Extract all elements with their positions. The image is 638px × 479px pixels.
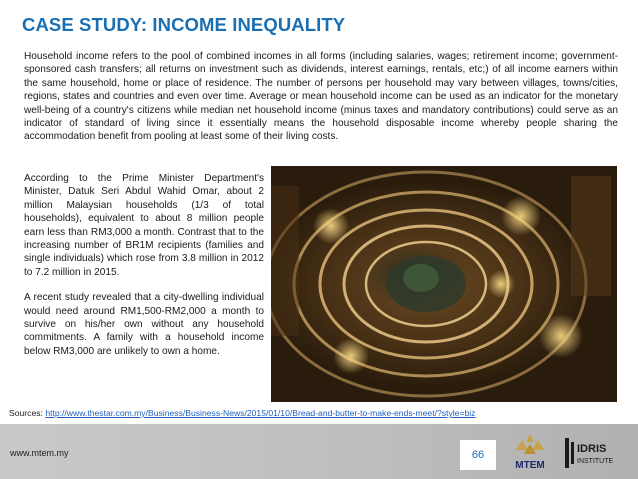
left-column <box>24 172 264 358</box>
idris-logo <box>563 434 627 472</box>
paragraph-study: A recent study revealed that a city-dwelling individual would need around RM1,500-RM2,000 a month to survive on his/her own without any household commitments. A family with a household income below RM3,000 are unlikely to own a home. <box>24 292 264 357</box>
sources-label: Sources: <box>9 408 43 418</box>
idris-logo-subtext: INSTITUTE <box>577 458 614 465</box>
mall-atrium-illustration <box>271 166 617 402</box>
idris-logo-mark <box>563 434 627 472</box>
mall-atrium-photo <box>271 166 617 402</box>
mtem-logo-mark <box>504 432 556 474</box>
footer-url[interactable]: www.mtem.my <box>10 448 69 458</box>
sources-line <box>9 408 629 418</box>
mtem-logo-text: MTEM <box>515 460 545 471</box>
slide-title: CASE STUDY: INCOME INEQUALITY <box>22 14 346 35</box>
mtem-logo <box>504 432 556 474</box>
paragraph-minister: According to the Prime Minister Department's Minister, Datuk Seri Abdul Wahid Omar, about 2 million Malaysian households (1/3 of total households), equivalent to about 8 million people earn less than RM3,000 a month. Contrast that to the increasing number of BR1M recipients (families and single individuals) which rose from 3.8 million in 2012 to 7.2 million in 2015. <box>24 173 264 278</box>
idris-logo-text: IDRIS <box>577 443 607 455</box>
intro-paragraph: Household income refers to the pool of combined incomes in all forms (including salaries, wages; retirement income; government-sponsored cash transfers; all returns on investment such as dividends, interest earnings, rentals, etc;) of all income earners within the same household, home or place of residence. The number of persons per household may vary between villages, towns/cities, regions, states and countries and even over time. Average or mean household income can be used as an indicator for the monetary well-being of a country's citizens while median net household income (minus taxes and mandatory contributions) could serve as an indicator of standard of living since it essentially means the household disposable income whereby people sharing the accommodation benefit from pooling at least some of their living costs. <box>24 51 618 143</box>
page-number: 66 <box>460 440 496 470</box>
sources-link[interactable]: http://www.thestar.com.my/Business/Business-News/2015/01/10/Bread-and-butter-to-make-ends-meet/?style=biz <box>45 408 476 418</box>
